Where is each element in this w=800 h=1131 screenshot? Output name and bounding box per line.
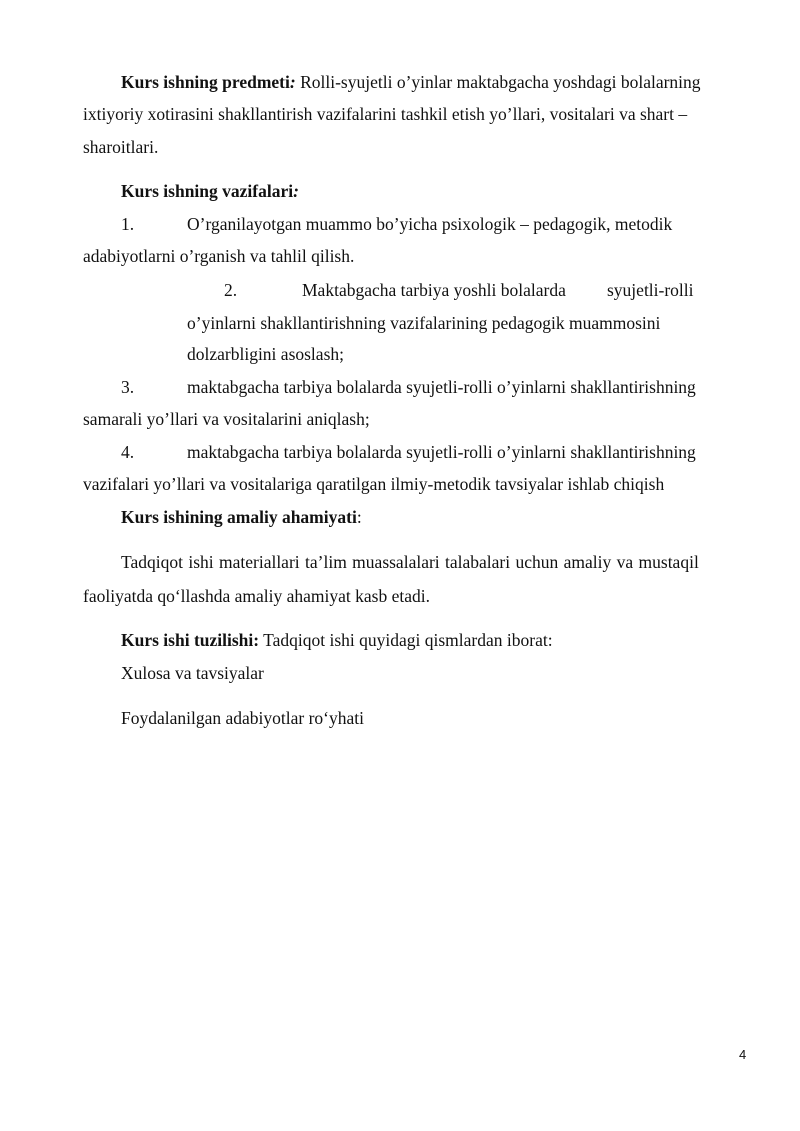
amaliy-line-1: Tadqiqot ishi materiallari ta’lim muassalalari talabalari uchun amaliy va mustaqil	[121, 552, 699, 572]
predmeti-line-1	[121, 71, 701, 93]
page-number: 4	[739, 1047, 747, 1062]
item-4-line-2: vazifalari yo’llari va vositalariga qaratilgan ilmiy-metodik tavsiyalar ishlab chiqish	[83, 474, 665, 494]
item-1-line-2: adabiyotlarni o’rganish va tahlil qilish.	[83, 246, 355, 266]
item-1-number: 1.	[121, 214, 135, 234]
item-3-line-1: maktabgacha tarbiya bolalarda syujetli-rolli o’yinlarni shakllantirishning	[187, 377, 696, 397]
item-2-line-1: Maktabgacha tarbiya yoshli bolalarda	[302, 280, 566, 300]
predmeti-line-2: ixtiyoriy xotirasini shakllantirish vazifalarini tashkil etish yo’llari, vositalari va shart –	[83, 104, 688, 124]
amaliy-heading	[121, 506, 362, 528]
tuzilishi-text: Tadqiqot ishi quyidagi qismlardan iborat:	[259, 630, 553, 650]
tuzilishi-label: Kurs ishi tuzilishi:	[121, 630, 260, 650]
item-1-line-1: O’rganilayotgan muammo bo’yicha psixologik – pedagogik, metodik	[187, 214, 673, 234]
item-4-number: 4.	[121, 442, 135, 462]
item-2-number: 2.	[224, 280, 238, 300]
predmeti-label: Kurs ishning predmeti	[121, 72, 290, 92]
vazifalari-heading	[121, 180, 299, 202]
item-2-line-1b: syujetli-rolli	[607, 280, 694, 300]
tuzilishi-item-2: Foydalanilgan adabiyotlar ro‘yhati	[121, 708, 364, 728]
amaliy-label: Kurs ishining amaliy ahamiyati	[121, 507, 357, 527]
predmeti-line-3: sharoitlari.	[83, 137, 159, 157]
tuzilishi-line	[121, 629, 553, 651]
item-3-number: 3.	[121, 377, 135, 397]
predmeti-text-1: Rolli-syujetli o’yinlar maktabgacha yoshdagi bolalarning	[295, 72, 701, 92]
item-2-line-3: dolzarbligini asoslash;	[187, 344, 344, 364]
tuzilishi-item-1: Xulosa va tavsiyalar	[121, 663, 264, 683]
amaliy-colon: :	[356, 507, 362, 527]
predmeti-colon: :	[289, 72, 296, 92]
amaliy-line-2: faoliyatda qo‘llashda amaliy ahamiyat kasb etadi.	[83, 586, 430, 606]
item-2-line-2: o’yinlarni shakllantirishning vazifalarining pedagogik muammosini	[187, 313, 661, 333]
vazifalari-colon: :	[293, 181, 299, 201]
item-4-line-1: maktabgacha tarbiya bolalarda syujetli-rolli o’yinlarni shakllantirishning	[187, 442, 696, 462]
vazifalari-label: Kurs ishning vazifalari	[121, 181, 294, 201]
item-3-line-2: samarali yo’llari va vositalarini aniqlash;	[83, 409, 370, 429]
